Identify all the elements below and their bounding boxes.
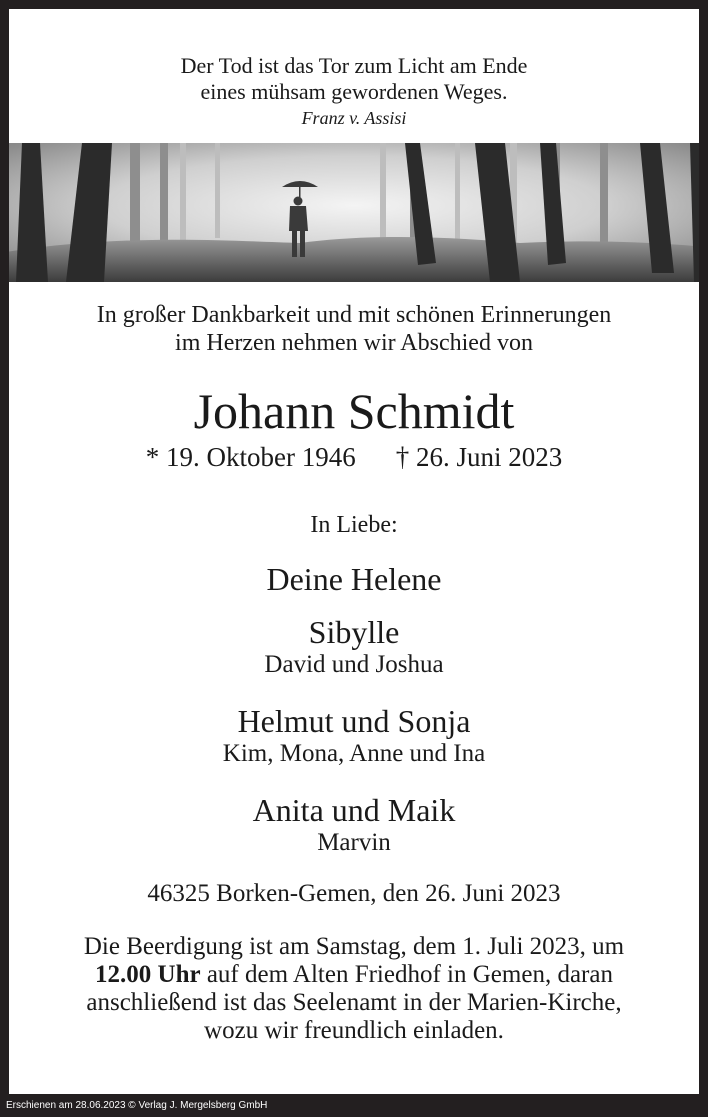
funeral-line-2 <box>9 961 699 989</box>
quote-block <box>9 53 699 131</box>
mourner-main: Anita und Maik <box>252 792 456 828</box>
mourner-sub: Kim, Mona, Anne und Ina <box>222 740 486 767</box>
funeral-time: 12.00 Uhr <box>95 961 201 988</box>
place-date: 46325 Borken-Gemen, den 26. Juni 2023 <box>147 880 561 907</box>
deceased-name: Johann Schmidt <box>193 383 515 439</box>
death-date: † 26. Juni 2023 <box>395 442 563 472</box>
funeral-notice <box>9 933 699 1045</box>
mourner-main: Sibylle <box>308 614 400 650</box>
mourner-group <box>9 792 699 858</box>
funeral-line-1: Die Beerdigung ist am Samstag, dem 1. Juli 2023, um <box>83 933 625 960</box>
foggy-forest-image <box>9 143 699 282</box>
mourner-sub: Marvin <box>317 829 391 856</box>
mourner-sub: David und Joshua <box>264 651 444 678</box>
birth-date: * 19. Oktober 1946 <box>145 442 356 472</box>
mourner-main: Deine Helene <box>266 561 442 597</box>
mourner-main: Helmut und Sonja <box>237 703 471 739</box>
intro-line-2: im Herzen nehmen wir Abschied von <box>175 330 533 356</box>
mourner-group <box>9 561 699 597</box>
quote-line-2: eines mühsam gewordenen Weges. <box>200 79 508 104</box>
obituary-sheet <box>9 9 699 1094</box>
quote-author: Franz v. Assisi <box>301 108 407 128</box>
publication-footer: Erschienen am 28.06.2023 © Verlag J. Mergelsberg GmbH <box>6 1100 268 1111</box>
funeral-line-3: anschließend ist das Seelenamt in der Marien-Kirche, <box>86 989 622 1016</box>
mourner-group <box>9 614 699 680</box>
mourner-group <box>9 703 699 769</box>
funeral-line-2-rest: auf dem Alten Friedhof in Gemen, daran <box>200 961 613 988</box>
life-dates <box>9 441 699 473</box>
mourners-heading: In Liebe: <box>310 512 398 538</box>
intro-text <box>9 301 699 357</box>
quote-line-1: Der Tod ist das Tor zum Licht am Ende <box>180 53 528 78</box>
funeral-line-4: wozu wir freundlich einladen. <box>204 1017 504 1044</box>
intro-line-1: In großer Dankbarkeit und mit schönen Erinnerungen <box>96 302 612 328</box>
